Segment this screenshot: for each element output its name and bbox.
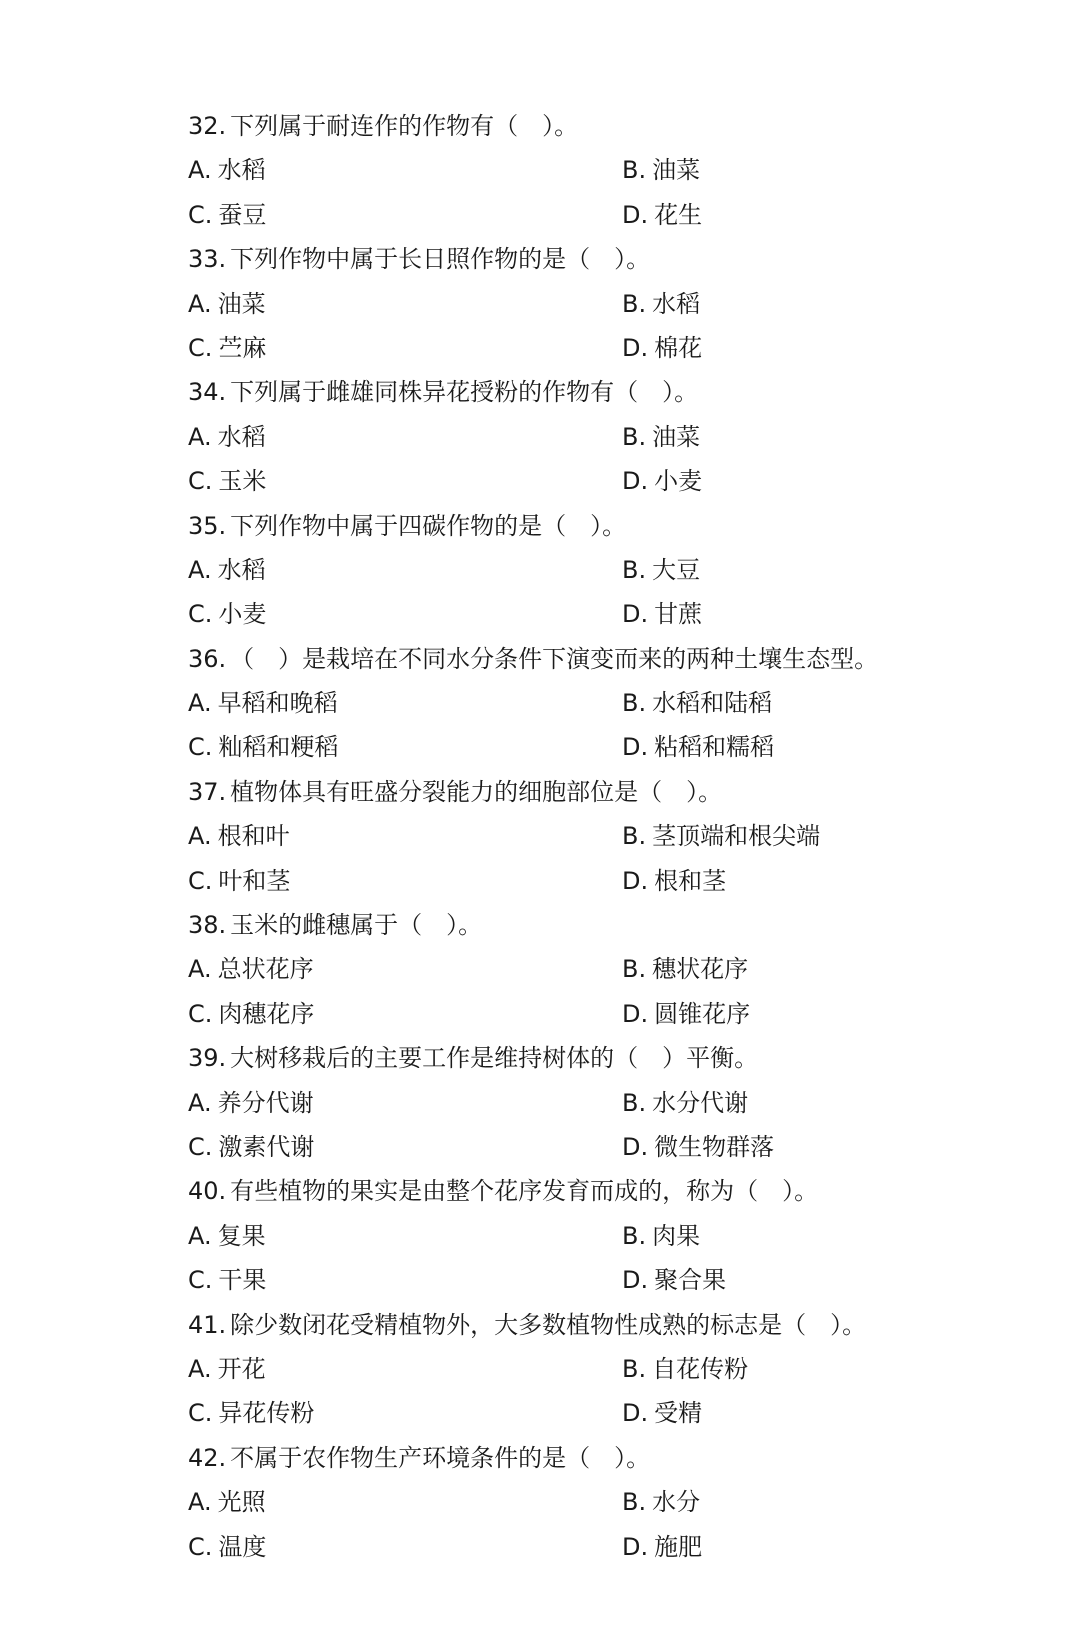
option-text: 激素代谢 <box>218 1132 315 1161</box>
question-41 <box>188 1303 1028 1436</box>
option-d <box>622 326 702 370</box>
option-letter: A. <box>188 822 212 851</box>
option-b <box>622 814 820 858</box>
option-letter: C. <box>188 1532 213 1561</box>
option-a <box>188 1347 266 1391</box>
question-number: 38. <box>188 911 227 940</box>
option-letter: C. <box>188 1132 213 1161</box>
option-row <box>188 1081 1028 1125</box>
question-number: 40. <box>188 1177 227 1206</box>
option-row <box>188 725 1028 769</box>
question-34 <box>188 370 1028 503</box>
option-d <box>622 1391 702 1435</box>
option-row <box>188 193 1028 237</box>
option-letter: D. <box>622 1399 649 1428</box>
option-text: 玉米 <box>218 467 267 496</box>
option-letter: A. <box>188 1354 212 1383</box>
option-letter: B. <box>622 1488 647 1517</box>
question-42 <box>188 1436 1028 1569</box>
option-c <box>188 1525 266 1569</box>
question-text: 下列属于耐连作的作物有（ ）。 <box>230 112 579 140</box>
option-row <box>188 681 1028 725</box>
option-row <box>188 1125 1028 1169</box>
question-stem <box>188 1036 1028 1080</box>
option-text: 花生 <box>654 200 703 229</box>
question-stem <box>188 104 1028 148</box>
option-letter: C. <box>188 600 213 629</box>
option-text: 肉果 <box>652 1221 701 1250</box>
option-row <box>188 282 1028 326</box>
option-d <box>622 859 726 903</box>
question-number: 33. <box>188 245 227 274</box>
option-b <box>622 282 700 326</box>
option-d <box>622 1525 702 1569</box>
option-c <box>188 1258 266 1302</box>
option-letter: B. <box>622 289 647 318</box>
option-letter: D. <box>622 1132 649 1161</box>
option-letter: A. <box>188 1088 212 1117</box>
option-letter: B. <box>622 689 647 718</box>
question-33 <box>188 237 1028 370</box>
option-letter: D. <box>622 200 649 229</box>
option-c <box>188 326 266 370</box>
option-row <box>188 1525 1028 1569</box>
question-number: 39. <box>188 1044 227 1073</box>
option-row <box>188 814 1028 858</box>
option-letter: B. <box>622 955 647 984</box>
option-letter: D. <box>622 1532 649 1561</box>
option-text: 水分 <box>652 1488 701 1517</box>
question-37 <box>188 770 1028 903</box>
question-number: 32. <box>188 112 227 140</box>
option-letter: D. <box>622 467 649 496</box>
option-letter: D. <box>622 999 649 1028</box>
option-letter: D. <box>622 600 649 629</box>
option-a <box>188 148 266 192</box>
question-number: 42. <box>188 1443 227 1472</box>
option-b <box>622 548 700 592</box>
question-list <box>188 104 1028 1569</box>
option-letter: D. <box>622 1266 649 1295</box>
option-b <box>622 148 700 192</box>
question-36 <box>188 637 1028 770</box>
question-text: 不属于农作物生产环境条件的是（ ）。 <box>230 1443 651 1472</box>
option-text: 叶和茎 <box>218 866 291 895</box>
option-d <box>622 992 750 1036</box>
option-text: 水稻 <box>217 156 266 185</box>
option-text: 聚合果 <box>654 1266 727 1295</box>
option-row <box>188 415 1028 459</box>
option-c <box>188 992 314 1036</box>
option-b <box>622 1081 748 1125</box>
option-letter: C. <box>188 733 213 762</box>
option-text: 肉穗花序 <box>218 999 315 1028</box>
option-text: 水稻和陆稻 <box>652 689 773 718</box>
option-text: 大豆 <box>652 555 701 584</box>
option-text: 温度 <box>218 1532 267 1561</box>
question-stem <box>188 903 1028 947</box>
option-c <box>188 193 266 237</box>
option-text: 穗状花序 <box>652 955 749 984</box>
option-d <box>622 1125 774 1169</box>
option-letter: A. <box>188 289 212 318</box>
option-row <box>188 992 1028 1036</box>
question-text: 玉米的雌穗属于（ ）。 <box>230 911 483 940</box>
option-b <box>622 1214 700 1258</box>
option-text: 茎顶端和根尖端 <box>652 822 821 851</box>
option-letter: B. <box>622 1088 647 1117</box>
option-text: 粘稻和糯稻 <box>654 733 775 762</box>
option-letter: C. <box>188 200 213 229</box>
option-text: 水稻 <box>217 422 266 451</box>
option-d <box>622 1258 726 1302</box>
option-a <box>188 548 266 592</box>
option-letter: B. <box>622 1354 647 1383</box>
option-letter: B. <box>622 1221 647 1250</box>
option-row <box>188 148 1028 192</box>
option-d <box>622 459 702 503</box>
question-stem <box>188 504 1028 548</box>
option-a <box>188 814 290 858</box>
question-stem <box>188 770 1028 814</box>
question-number: 35. <box>188 511 227 540</box>
question-stem <box>188 237 1028 281</box>
option-text: 根和茎 <box>654 866 727 895</box>
option-c <box>188 459 266 503</box>
option-letter: C. <box>188 1266 213 1295</box>
option-a <box>188 1480 266 1524</box>
question-text: 有些植物的果实是由整个花序发育而成的，称为（ ）。 <box>230 1177 819 1206</box>
option-c <box>188 859 290 903</box>
question-stem <box>188 1436 1028 1480</box>
option-text: 受精 <box>654 1399 703 1428</box>
option-a <box>188 1081 314 1125</box>
option-letter: A. <box>188 689 212 718</box>
question-32 <box>188 104 1028 237</box>
question-text: 植物体具有旺盛分裂能力的细胞部位是（ ）。 <box>230 777 723 806</box>
option-letter: D. <box>622 333 649 362</box>
option-letter: A. <box>188 1221 212 1250</box>
option-a <box>188 1214 266 1258</box>
option-letter: C. <box>188 333 213 362</box>
option-text: 微生物群落 <box>654 1132 775 1161</box>
option-text: 养分代谢 <box>217 1088 314 1117</box>
question-38 <box>188 903 1028 1036</box>
option-text: 小麦 <box>654 467 703 496</box>
question-number: 34. <box>188 378 227 407</box>
question-text: （ ）是栽培在不同水分条件下演变而来的两种土壤生态型。 <box>230 644 879 673</box>
option-letter: A. <box>188 555 212 584</box>
option-row <box>188 1258 1028 1302</box>
option-text: 根和叶 <box>217 822 290 851</box>
option-row <box>188 459 1028 503</box>
option-letter: C. <box>188 866 213 895</box>
option-text: 开花 <box>217 1354 266 1383</box>
option-row <box>188 592 1028 636</box>
option-text: 干果 <box>218 1266 267 1295</box>
option-text: 施肥 <box>654 1532 703 1561</box>
option-text: 油菜 <box>217 289 266 318</box>
option-text: 小麦 <box>218 600 267 629</box>
option-letter: B. <box>622 422 647 451</box>
option-text: 复果 <box>217 1221 266 1250</box>
option-a <box>188 947 314 991</box>
question-number: 37. <box>188 777 227 806</box>
option-text: 早稻和晚稻 <box>217 689 338 718</box>
option-row <box>188 1480 1028 1524</box>
option-text: 油菜 <box>652 156 701 185</box>
option-text: 圆锥花序 <box>654 999 751 1028</box>
option-text: 甘蔗 <box>654 600 703 629</box>
option-a <box>188 681 338 725</box>
option-text: 苎麻 <box>218 333 267 362</box>
option-letter: D. <box>622 866 649 895</box>
question-40 <box>188 1169 1028 1302</box>
question-text: 下列属于雌雄同株异花授粉的作物有（ ）。 <box>230 378 699 407</box>
option-row <box>188 859 1028 903</box>
option-letter: B. <box>622 555 647 584</box>
option-text: 总状花序 <box>217 955 314 984</box>
question-stem <box>188 637 1028 681</box>
option-c <box>188 725 338 769</box>
question-39 <box>188 1036 1028 1169</box>
option-a <box>188 415 266 459</box>
question-35 <box>188 504 1028 637</box>
option-b <box>622 681 772 725</box>
option-text: 水稻 <box>652 289 701 318</box>
option-row <box>188 548 1028 592</box>
question-text: 除少数闭花受精植物外，大多数植物性成熟的标志是（ ）。 <box>230 1310 867 1339</box>
option-text: 籼稻和粳稻 <box>218 733 339 762</box>
option-letter: D. <box>622 733 649 762</box>
question-stem <box>188 1169 1028 1213</box>
option-d <box>622 725 774 769</box>
option-b <box>622 1347 748 1391</box>
option-b <box>622 415 700 459</box>
option-b <box>622 1480 700 1524</box>
option-letter: A. <box>188 422 212 451</box>
option-letter: B. <box>622 822 647 851</box>
option-text: 异花传粉 <box>218 1399 315 1428</box>
option-letter: A. <box>188 156 212 185</box>
option-row <box>188 1347 1028 1391</box>
option-row <box>188 1214 1028 1258</box>
option-text: 水稻 <box>217 555 266 584</box>
option-letter: A. <box>188 1488 212 1517</box>
option-row <box>188 326 1028 370</box>
option-letter: B. <box>622 156 647 185</box>
question-text: 下列作物中属于长日照作物的是（ ）。 <box>230 245 651 274</box>
option-letter: C. <box>188 467 213 496</box>
question-stem <box>188 370 1028 414</box>
option-text: 蚕豆 <box>218 200 267 229</box>
option-letter: C. <box>188 999 213 1028</box>
option-c <box>188 1125 314 1169</box>
option-text: 水分代谢 <box>652 1088 749 1117</box>
option-c <box>188 592 266 636</box>
option-text: 棉花 <box>654 333 703 362</box>
option-d <box>622 193 702 237</box>
option-text: 油菜 <box>652 422 701 451</box>
question-text: 下列作物中属于四碳作物的是（ ）。 <box>230 511 627 540</box>
question-number: 36. <box>188 644 227 673</box>
question-number: 41. <box>188 1310 227 1339</box>
option-row <box>188 1391 1028 1435</box>
option-letter: A. <box>188 955 212 984</box>
option-b <box>622 947 748 991</box>
option-letter: C. <box>188 1399 213 1428</box>
question-text: 大树移栽后的主要工作是维持树体的（ ）平衡。 <box>230 1044 759 1073</box>
option-d <box>622 592 702 636</box>
option-row <box>188 947 1028 991</box>
option-c <box>188 1391 314 1435</box>
option-text: 光照 <box>217 1488 266 1517</box>
option-text: 自花传粉 <box>652 1354 749 1383</box>
question-stem <box>188 1303 1028 1347</box>
option-a <box>188 282 266 326</box>
